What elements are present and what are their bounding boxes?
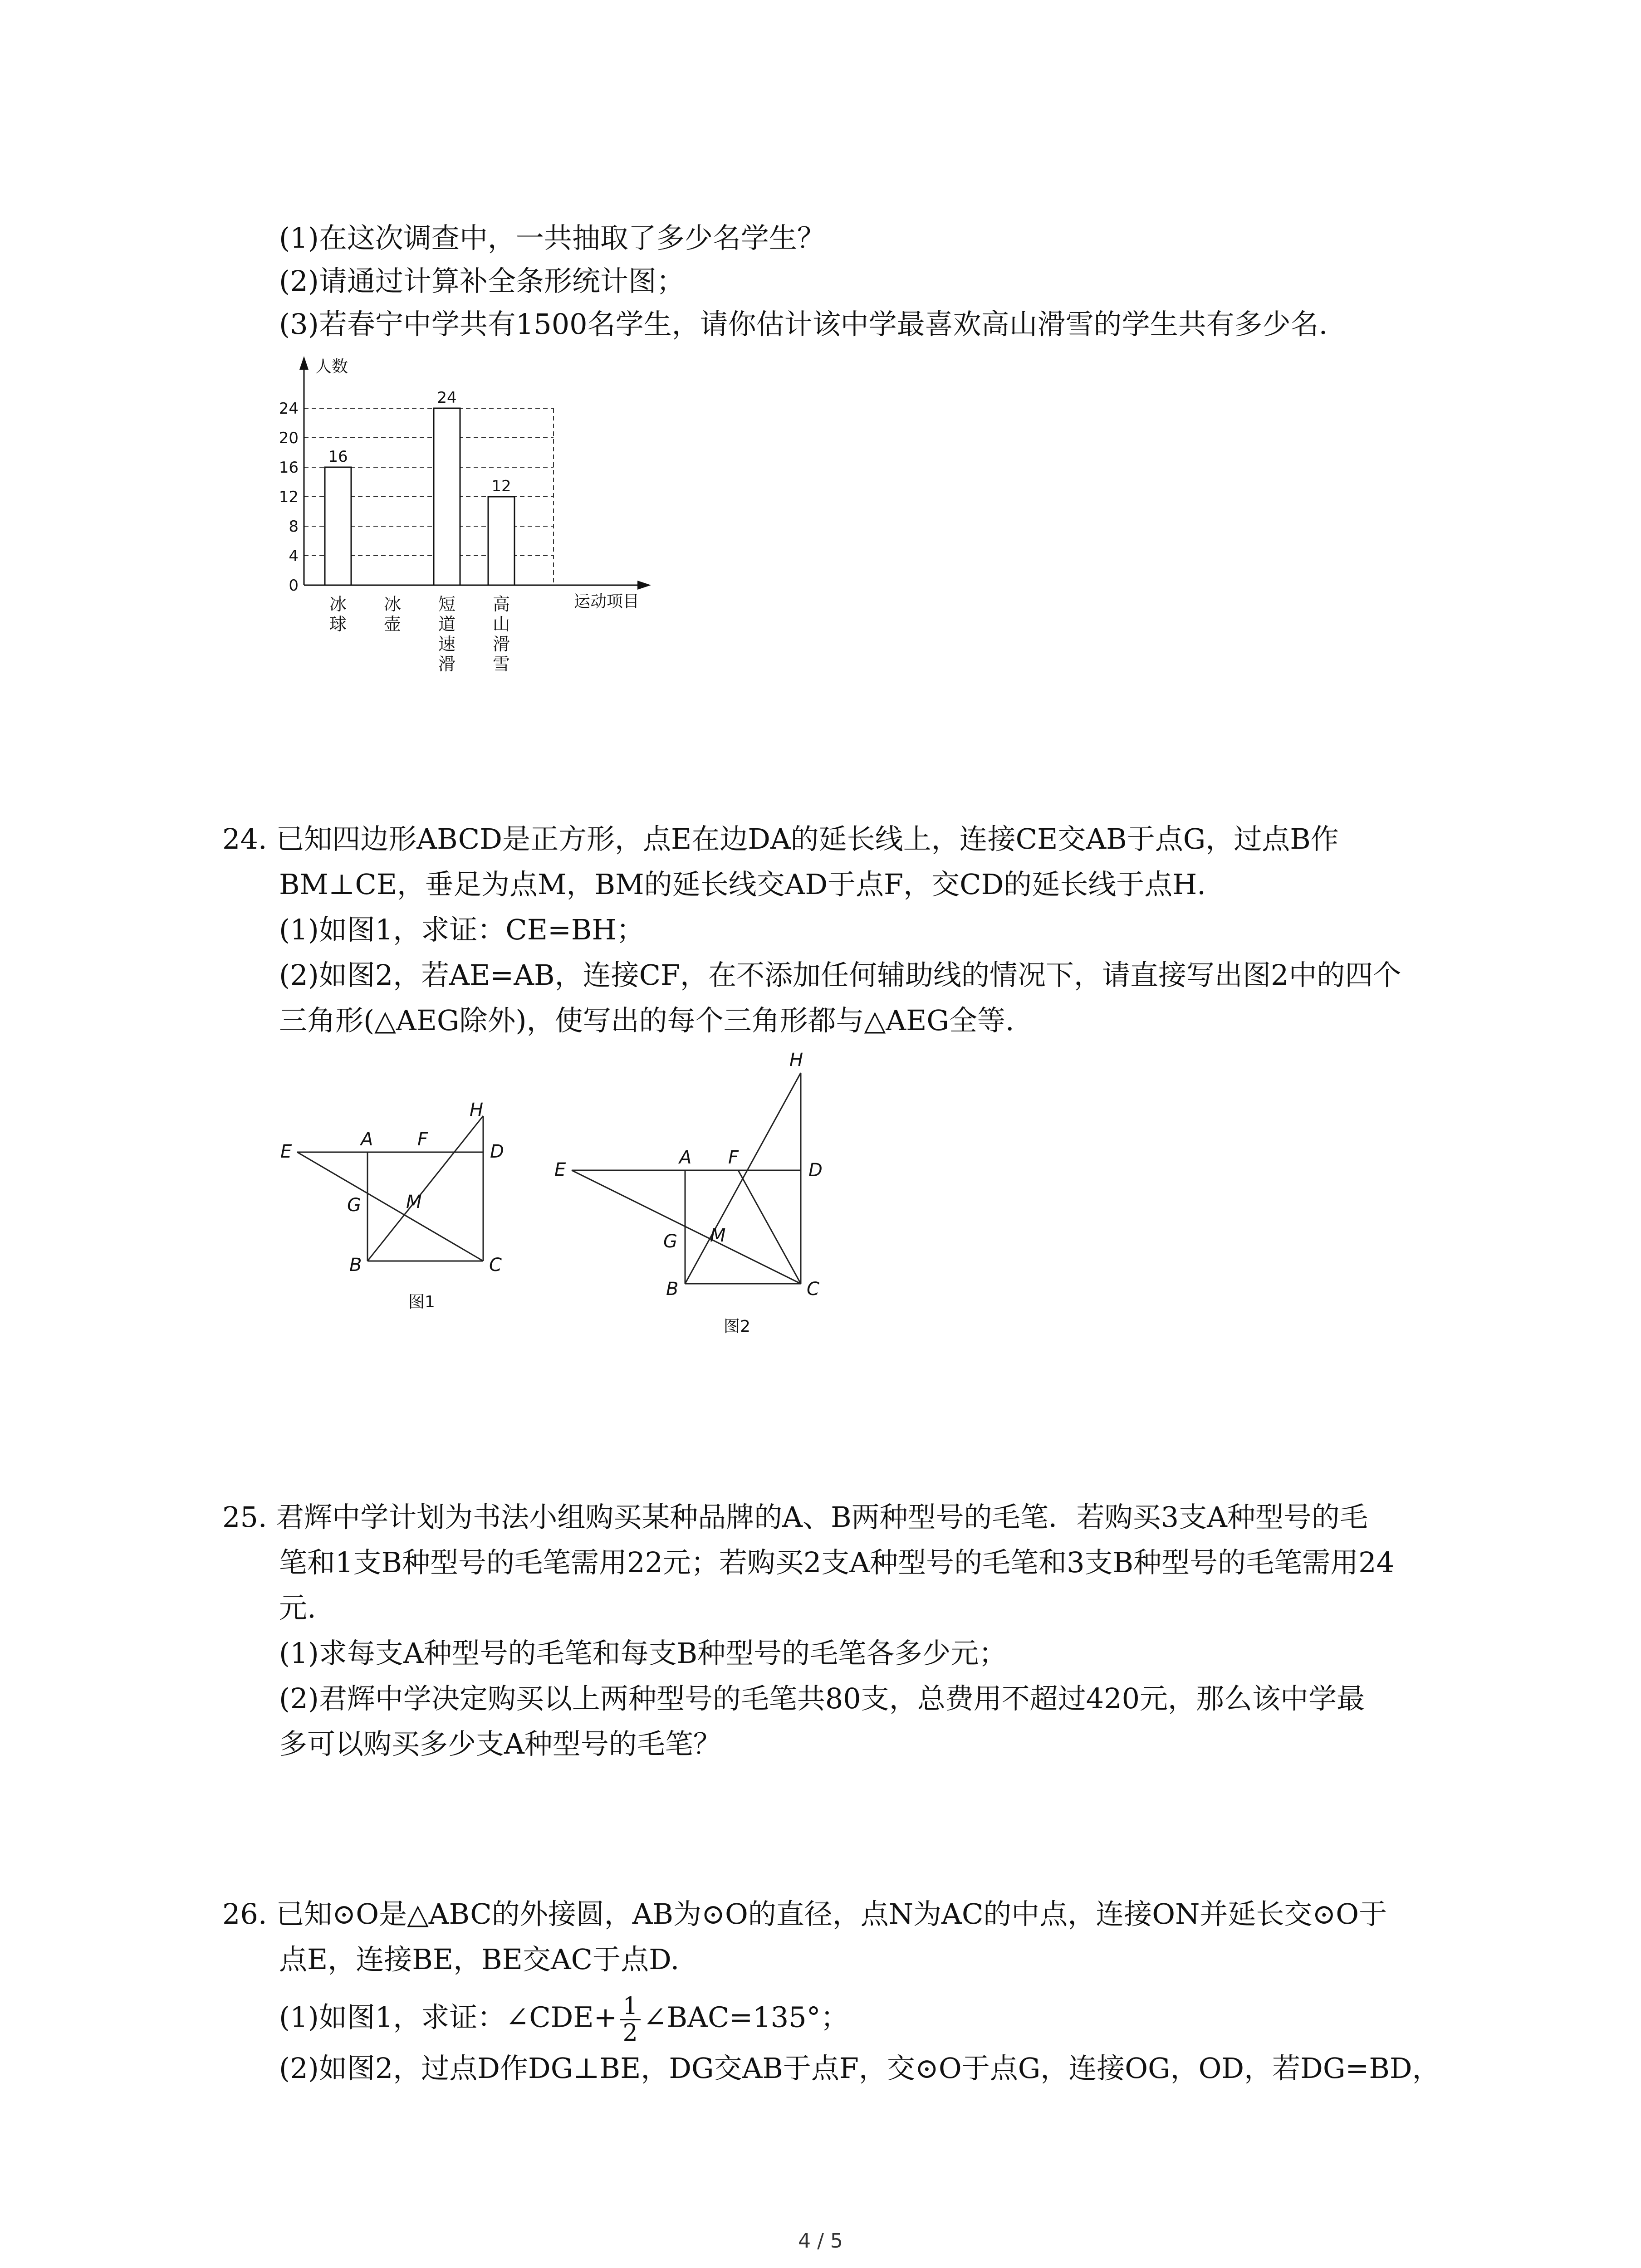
y-tick-label: 4 bbox=[289, 547, 299, 565]
fig1-label-C: C bbox=[489, 1255, 502, 1276]
x-axis-label: 运动项目 bbox=[574, 592, 640, 611]
q24-line-4: (2)如图2，若AE=AB，连接CF，在不添加任何辅助线的情况下，请直接写出图2中的四个 bbox=[279, 958, 1401, 992]
figure-2 bbox=[544, 1039, 862, 1356]
q23-line-3: (3)若春宁中学共有1500名学生，请你估计该中学最喜欢高山滑雪的学生共有多少名. bbox=[279, 308, 1328, 341]
category-label-char: 雪 bbox=[492, 654, 510, 674]
q24-line-1: 24. 已知四边形ABCD是正方形，点E在边DA的延长线上，连接CE交AB于点G，过点B作 bbox=[222, 822, 1339, 855]
fig2-label-M: M bbox=[710, 1225, 726, 1246]
q25-line-6: 多可以购买多少支A种型号的毛笔？ bbox=[279, 1727, 721, 1760]
q23-line-2: (2)请通过计算补全条形统计图； bbox=[279, 264, 685, 298]
bar-data-label: 16 bbox=[328, 448, 348, 466]
fig2-label-H: H bbox=[789, 1050, 803, 1070]
fig1-label-A: A bbox=[361, 1129, 373, 1150]
category-label-char: 山 bbox=[492, 614, 510, 634]
fig2-label-C: C bbox=[807, 1279, 819, 1300]
line-EC bbox=[572, 1170, 801, 1284]
fig1-label-E: E bbox=[280, 1141, 292, 1162]
category-label-char: 冰 bbox=[383, 594, 402, 614]
q25-line-3: 元. bbox=[279, 1591, 316, 1624]
fig2-label-F: F bbox=[728, 1147, 739, 1168]
bar-data-label: 24 bbox=[437, 389, 457, 407]
category-label-char: 短 bbox=[438, 594, 456, 614]
category-label-char: 速 bbox=[438, 634, 456, 654]
fig1-label-H: H bbox=[470, 1100, 484, 1120]
y-tick-label: 0 bbox=[289, 577, 299, 595]
q25-line-1: 25. 君辉中学计划为书法小组购买某种品牌的A、B两种型号的毛笔．若购买3支A种型号的毛 bbox=[222, 1501, 1368, 1534]
fig1-label-M: M bbox=[406, 1192, 422, 1212]
line-FC bbox=[738, 1170, 801, 1284]
q26-line-3-part-1: (1)如图1，求证：∠CDE+ bbox=[279, 2000, 617, 2034]
q24-line-5: 三角形(△AEG除外)，使写出的每个三角形都与△AEG全等. bbox=[279, 1004, 1014, 1037]
fig1-label-D: D bbox=[490, 1141, 504, 1162]
fig2-label-G: G bbox=[663, 1231, 677, 1252]
category-label-char: 球 bbox=[329, 614, 347, 634]
q26-line-3 bbox=[279, 1994, 849, 2046]
fig1-label-G: G bbox=[347, 1195, 361, 1216]
bar bbox=[434, 408, 460, 585]
category-label-char: 冰 bbox=[329, 594, 347, 614]
bar-data-label: 12 bbox=[491, 477, 511, 495]
y-tick-label: 24 bbox=[279, 400, 299, 418]
bar bbox=[325, 467, 351, 585]
category-label-char: 壶 bbox=[383, 614, 402, 634]
fraction-numerator: 1 bbox=[620, 1994, 641, 2020]
y-tick-label: 12 bbox=[279, 488, 299, 506]
x-axis-arrow bbox=[637, 581, 651, 590]
fig1-label-B: B bbox=[349, 1255, 362, 1276]
q26-line-1: 26. 已知⊙O是△ABC的外接圆，AB为⊙O的直径，点N为AC的中点，连接ON并延长交⊙O于 bbox=[222, 1897, 1387, 1931]
figure-1 bbox=[259, 1052, 540, 1334]
fig2-label-A: A bbox=[679, 1147, 692, 1168]
fraction-denominator: 2 bbox=[622, 2019, 638, 2047]
q25-line-5: (2)君辉中学决定购买以上两种型号的毛笔共80支，总费用不超过420元，那么该中学最 bbox=[279, 1682, 1365, 1715]
category-label-char: 高 bbox=[492, 594, 510, 614]
q25-line-4: (1)求每支A种型号的毛笔和每支B种型号的毛笔各多少元； bbox=[279, 1637, 1007, 1670]
q26-line-2: 点E，连接BE，BE交AC于点D. bbox=[279, 1943, 680, 1976]
y-tick-label: 16 bbox=[279, 459, 299, 477]
fig2-label-E: E bbox=[554, 1159, 566, 1180]
category-label-char: 滑 bbox=[492, 634, 510, 654]
category-label-char: 道 bbox=[438, 614, 456, 634]
bar-chart bbox=[254, 349, 726, 699]
y-tick-label: 8 bbox=[289, 518, 299, 536]
fig1-label-F: F bbox=[417, 1129, 428, 1150]
q24-line-2: BM⊥CE，垂足为点M，BM的延长线交AD于点F，交CD的延长线于点H. bbox=[279, 868, 1206, 901]
line-EC bbox=[297, 1152, 483, 1261]
y-tick-label: 20 bbox=[279, 429, 299, 447]
page-number: 4 / 5 bbox=[798, 2229, 843, 2253]
fraction-one-half bbox=[620, 1994, 641, 2046]
q24-line-3: (1)如图1，求证：CE=BH； bbox=[279, 913, 645, 946]
fig2-label-B: B bbox=[666, 1279, 679, 1300]
category-label-char: 滑 bbox=[438, 654, 456, 674]
q25-line-2: 笔和1支B种型号的毛笔需用22元；若购买2支A种型号的毛笔和3支B种型号的毛笔需用24 bbox=[279, 1546, 1395, 1579]
q23-line-1: (1)在这次调查中，一共抽取了多少名学生？ bbox=[279, 221, 825, 254]
bar bbox=[488, 497, 514, 585]
y-axis-label: 人数 bbox=[315, 357, 348, 376]
fig2-caption: 图2 bbox=[724, 1317, 750, 1336]
q26-line-4: (2)如图2，过点D作DG⊥BE，DG交AB于点F，交⊙O于点G，连接OG，OD，若DG=BD， bbox=[279, 2052, 1440, 2085]
y-axis-arrow bbox=[299, 356, 309, 370]
fig1-caption: 图1 bbox=[408, 1293, 435, 1311]
fig2-label-D: D bbox=[808, 1160, 823, 1181]
q26-line-3-part-2: ∠BAC=135°； bbox=[643, 2000, 849, 2034]
